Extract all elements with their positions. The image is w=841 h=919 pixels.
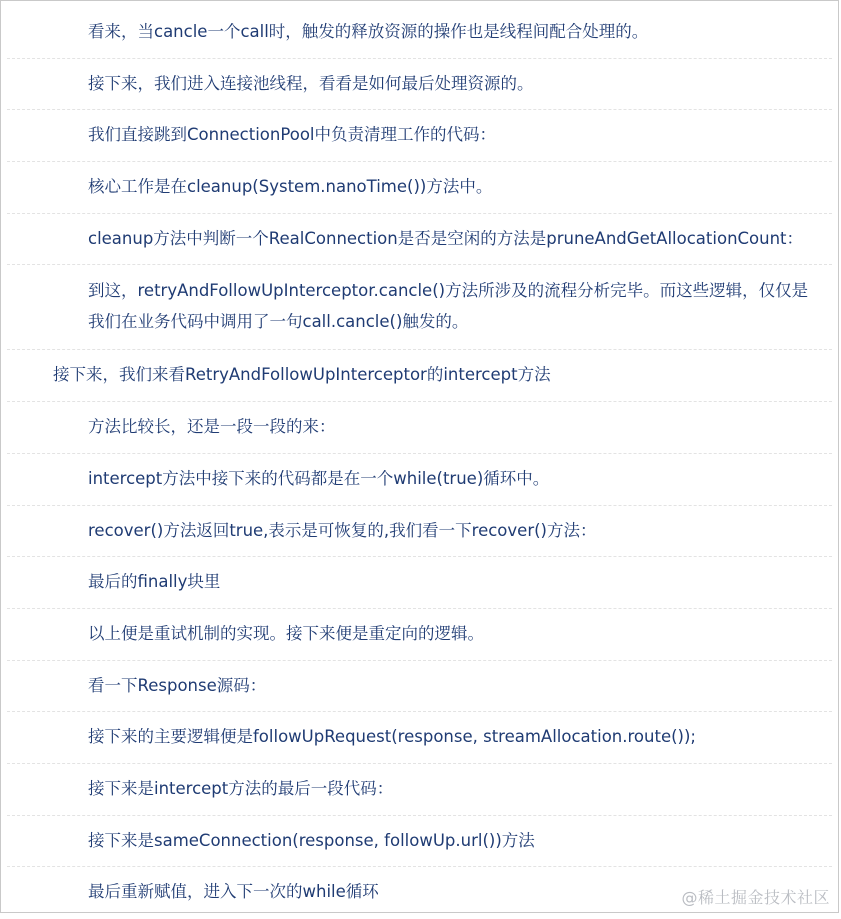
outline-item[interactable]: 最后重新赋值，进入下一次的while循环 [88,882,379,902]
outline-item[interactable]: 看一下Response源码： [7,661,832,713]
outline-item[interactable]: 方法比较长，还是一段一段的来： [7,402,832,454]
outline-item[interactable]: cleanup方法中判断一个RealConnection是否是空闲的方法是pruneAndGetAllocationCount： [7,214,832,266]
outline-item[interactable]: 以上便是重试机制的实现。接下来便是重定向的逻辑。 [7,609,832,661]
outline-item[interactable]: 到这，retryAndFollowUpInterceptor.cancle()方法所涉及的流程分析完毕。而这些逻辑，仅仅是我们在业务代码中调用了一句call.cancle()触发的。 [7,265,832,350]
outline-item[interactable]: 接下来是sameConnection(response, followUp.url())方法 [7,816,832,868]
outline-item[interactable]: 看来，当cancle一个call时，触发的释放资源的操作也是线程间配合处理的。 [7,7,832,59]
outline-item[interactable]: 接下来，我们进入连接池线程，看看是如何最后处理资源的。 [7,59,832,111]
outline-item[interactable]: intercept方法中接下来的代码都是在一个while(true)循环中。 [7,454,832,506]
outline-item[interactable]: 接下来是intercept方法的最后一段代码： [7,764,832,816]
outline-list [7,7,832,919]
outline-item[interactable]: 最后的finally块里 [7,557,832,609]
outline-item[interactable]: 核心工作是在cleanup(System.nanoTime())方法中。 [7,162,832,214]
outline-item[interactable]: 我们直接跳到ConnectionPool中负责清理工作的代码： [7,110,832,162]
watermark: @稀土掘金技术社区 [681,888,830,907]
outline-item-heading[interactable]: 接下来，我们来看RetryAndFollowUpInterceptor的intercept方法 [7,350,832,402]
outline-item[interactable]: 接下来的主要逻辑便是followUpRequest(response, streamAllocation.route()); [7,712,832,764]
outline-item[interactable]: recover()方法返回true,表示是可恢复的,我们看一下recover()方法： [7,506,832,558]
